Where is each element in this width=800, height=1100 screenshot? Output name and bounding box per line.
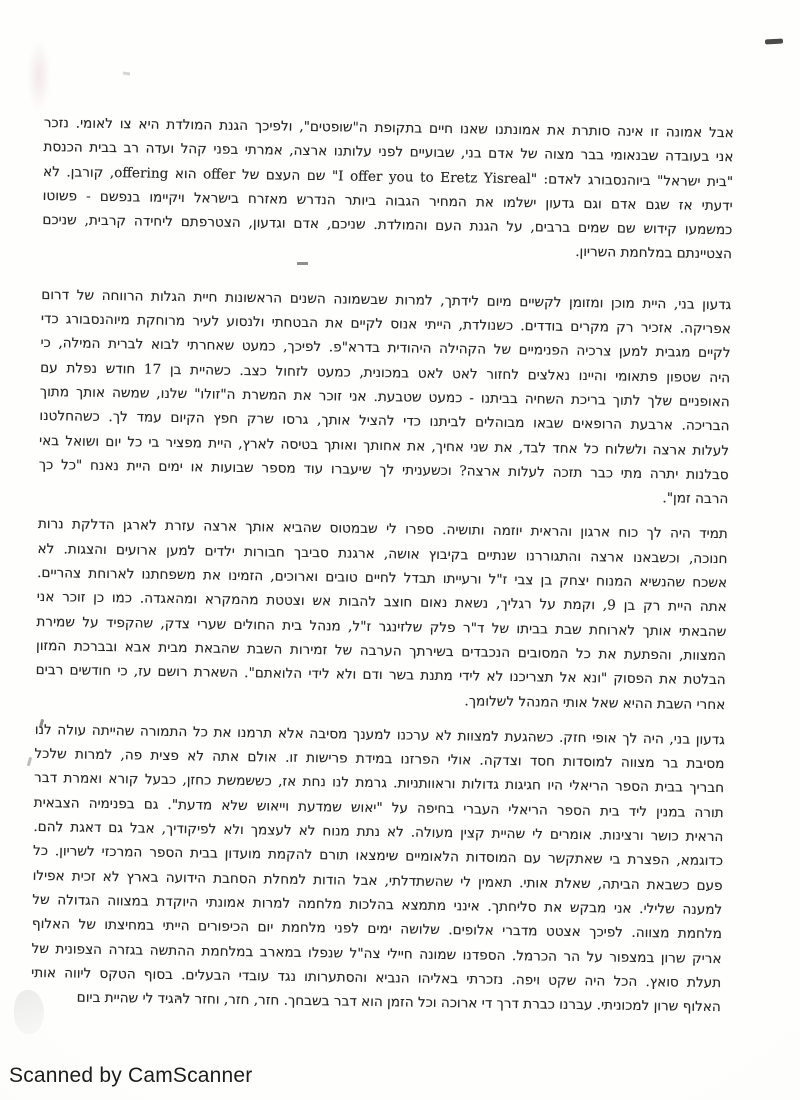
text-line: סבלנות יתרה מתי כבר תזכה לעלות ארצה? וכשעניתי לך שיעברו עוד מספר שבועות או ימים היית נאנח "כל כך	[38, 456, 729, 484]
text-line: אחרי השבת ההיא שאל אותי המנהל לשלומך.	[464, 692, 726, 713]
text-line: תורה במנין ליד בית הספר הריאלי העברי בחיפה על "יאוש שמדעת וייאוש שלא מדעת". גם בפנימיה הצבאית	[33, 794, 724, 821]
text-line: האלוף שרון למכוניתי. עברנו כברת דרך די ארוכה וכל הזמן הוא דבר בשבחך. חזר, חזר, וחזר להגיד לי שהיית ביום	[76, 989, 721, 1016]
text-line: הצטיינתם במלחמת השריון.	[575, 244, 733, 263]
text-line: אתה היית רק בן 9, וקמת על רגליך, נשאת נאום חוצב להבות אש וצטטת מהמקרא ומהאגדה. כמו כן זוכר אני	[36, 589, 727, 616]
text-line: הבלטת את הפסוק "ונא אל תצריכנו לא לידי מתנת בשר ודם ולא לידי הלואתם". השארת רושם עז, כי חודשים רבים	[35, 662, 726, 689]
text-line: הראית כושר ורצינות. אומרים לי שהיית קצין מעולה. לא נתת מנוח לא לעצמך ולא לפיקודיך, אבל גם דאגת להם.	[33, 818, 724, 846]
text-line: תמיד היה לך כוח ארגון והראית יוזמה ותושיה. ספרו לי שבמטוס שהביא אותך ארצה עזרת לארגן הדלקת נרות	[37, 516, 728, 543]
text-line: חנוכה, וכשבאנו ארצה והתגוררנו שנתיים בקיבוץ אושה, ארגנת סביבך חבורות ילדים למען ארועים והצגות. לא	[37, 540, 728, 567]
scan-speck-top	[123, 72, 130, 76]
text-line: גדעון בני, היית מוכן ומזומן לקשיים מיום לידתך, למרות שבשמונה השנים הראשונות חיית הגלות הרווחה של דרום	[41, 286, 732, 313]
text-line: אשכח שהנשיא המנוח יצחק בן צבי ז"ל ורעייתו תבדל לחיים טובים וארוכים, הזמינו את משפחתנו לארוחת צהריים.	[37, 564, 728, 592]
pen-mark-top-right	[765, 39, 783, 44]
text-line: אני בעובדה שבנאומי בבר מצוה של אדם בני, שבועיים לפני עלותנו ארצה, אמרתי בפני קהל ועדה רב בבית הכנסת	[43, 139, 734, 166]
text-line: לקיים מגבית למען צרכיה הפנימיים של הקהילה היהודית בדרא"פ. לפיכך, כמעט שאחרתי לבוא לברית המילה, כי	[40, 335, 731, 362]
text-line: לעלות ארצה ולשלוח כל אחד לבד, את שני אחיך, את אחותך ואותך בטיסה לארץ, היית מפציר בי כל יום ושואל באי	[38, 432, 730, 459]
text-line: האופניים שלך לתוך בריכת השחיה בביתנו - כמעט שטבעת. אני זוכר את המשרת ה"זולו" שלנו, שמשה אותך מתוך	[39, 383, 730, 411]
text-line: מסיבת בר מצווה למוסדות חסד וצדקה. אולי הפרזנו במידת פרישות זו. אולם אתה לא פצית פה, למרות שלכל	[34, 746, 725, 773]
margin-tick-mark-2	[27, 757, 32, 766]
text-line: המצוות, והפתעת את כל המסובים הנכבדים בשירתך הערבה של זמירות השבת שהבאת מבית אבא ובברכת המזון	[35, 637, 727, 665]
paragraph	[42, 111, 734, 267]
text-line: אפריקה. אזכיר רק מקרים בודדים. כשנולדת, הייתי אנוס לקיים את הבטחתי ולנסוע לעיר מרוחקת מיוהנסבורג כדי	[40, 311, 731, 338]
text-line: הרבה זמן".	[662, 490, 729, 508]
text-line: ידעתי אז שגם אדם וגם גדעון ישלמו את המחיר הגבוה ביותר הנדרש מאזרח בישראל ויקיימו בנפשם - פשוטו	[42, 187, 733, 215]
paragraph	[38, 283, 731, 512]
paragraph	[31, 718, 725, 1020]
text-line: שהבאתי אותך לארוחת שבת בביתו של ד"ר פלק שלזינגר ז"ל, מנהל בית החולים שערי צדק, שהקפיד על שמירת	[36, 613, 727, 640]
text-line: היה שטפון פתאומי והיינו נאלצים לחזור לאט לאט במכונית, כמעט לזחול כצב. כשהיית בן 17 חודש נפלת עם	[40, 359, 731, 386]
text-line: אריק שרון במצפור על הר הכרמל. הספדנו שמונה חיילי צה"ל שנפלו במארב במלחמת ההתשה בגזרה הצפונית של	[31, 940, 722, 967]
text-line: "בית ישראל" ביוהנסבורג לאדם: "I offer you to Eretz Yisreal" שם העצם של offer הוא offering, קורבן. לא	[42, 163, 734, 190]
text-line: למענה שלילי. אני מבקש את סליחתך. אינני מתמצא בהלכות מלחמה למרות אמונתי היוקדת במצווה הגדולה של	[32, 891, 723, 919]
text-line: כדוגמא, הפצרת בי שאתקשר עם המוסדות הלאומיים שימצאו תורם להקמת מועדון בבית הספר המרכזי לשריון. כל	[32, 843, 724, 870]
paragraph	[35, 512, 728, 717]
text-line: פעם כשבאת הביתה, שאלת אותי. תאמין לי שהשתדלתי, אבל הודות למחלת הסחבת הידועה בארץ לא זכית אפילו	[32, 867, 723, 894]
scan-smudge-top-left	[27, 40, 51, 112]
text-line: מלחמת מצווה. לפיכך אצטט מדברי אלופים. שלושה ימים לפני מלחמת יום הכיפורים הייתי במחיצתו של האלוף	[31, 916, 722, 943]
text-line: כמשמעו קידוש שם שמים ברבים, על הגנת העם והמולדת. שניכם, אדם וגדעון, הצטרפתם ליחידה קרבית, שניכם	[42, 212, 733, 239]
text-line: גדעון בני, היה לך אופי חזק. כשהגעת למצוות לא ערכנו למענך מסיבה אלא תרמנו את כל התמורה שהייתה עולה לנו	[34, 721, 725, 748]
text-line: חבריך בבית הספר הריאלי היו חגיגות גדולות וראוותניות. גרמת לנו נחת אז, כששמשת כחזן, כבעל קורא ואמרת דבר	[33, 770, 725, 797]
text-line: תעלת סואץ. הכל היה שקט ויפה. נזכרתי באליהו הנביא והסתערותו נגד עובדי הבעלים. בסוף הטקס ליווה אותי	[31, 964, 722, 991]
text-line: הבריכה. ארבעת הרופאים שבאו מבוהלים לביתנו כדי להציל אותך, גרסו שרק חפץ הקיום עמד לך. כשהחלטנו	[39, 408, 730, 435]
letter-body	[31, 111, 734, 1031]
camscanner-watermark: Scanned by CamScanner	[9, 1064, 253, 1087]
text-line: אבל אמונה זו אינה סותרת את אמונתנו שאנו חיים בתקופת ה"שופטים", ולפיכך הגנת המולדת היא צו לאומי. נזכר	[43, 114, 734, 142]
